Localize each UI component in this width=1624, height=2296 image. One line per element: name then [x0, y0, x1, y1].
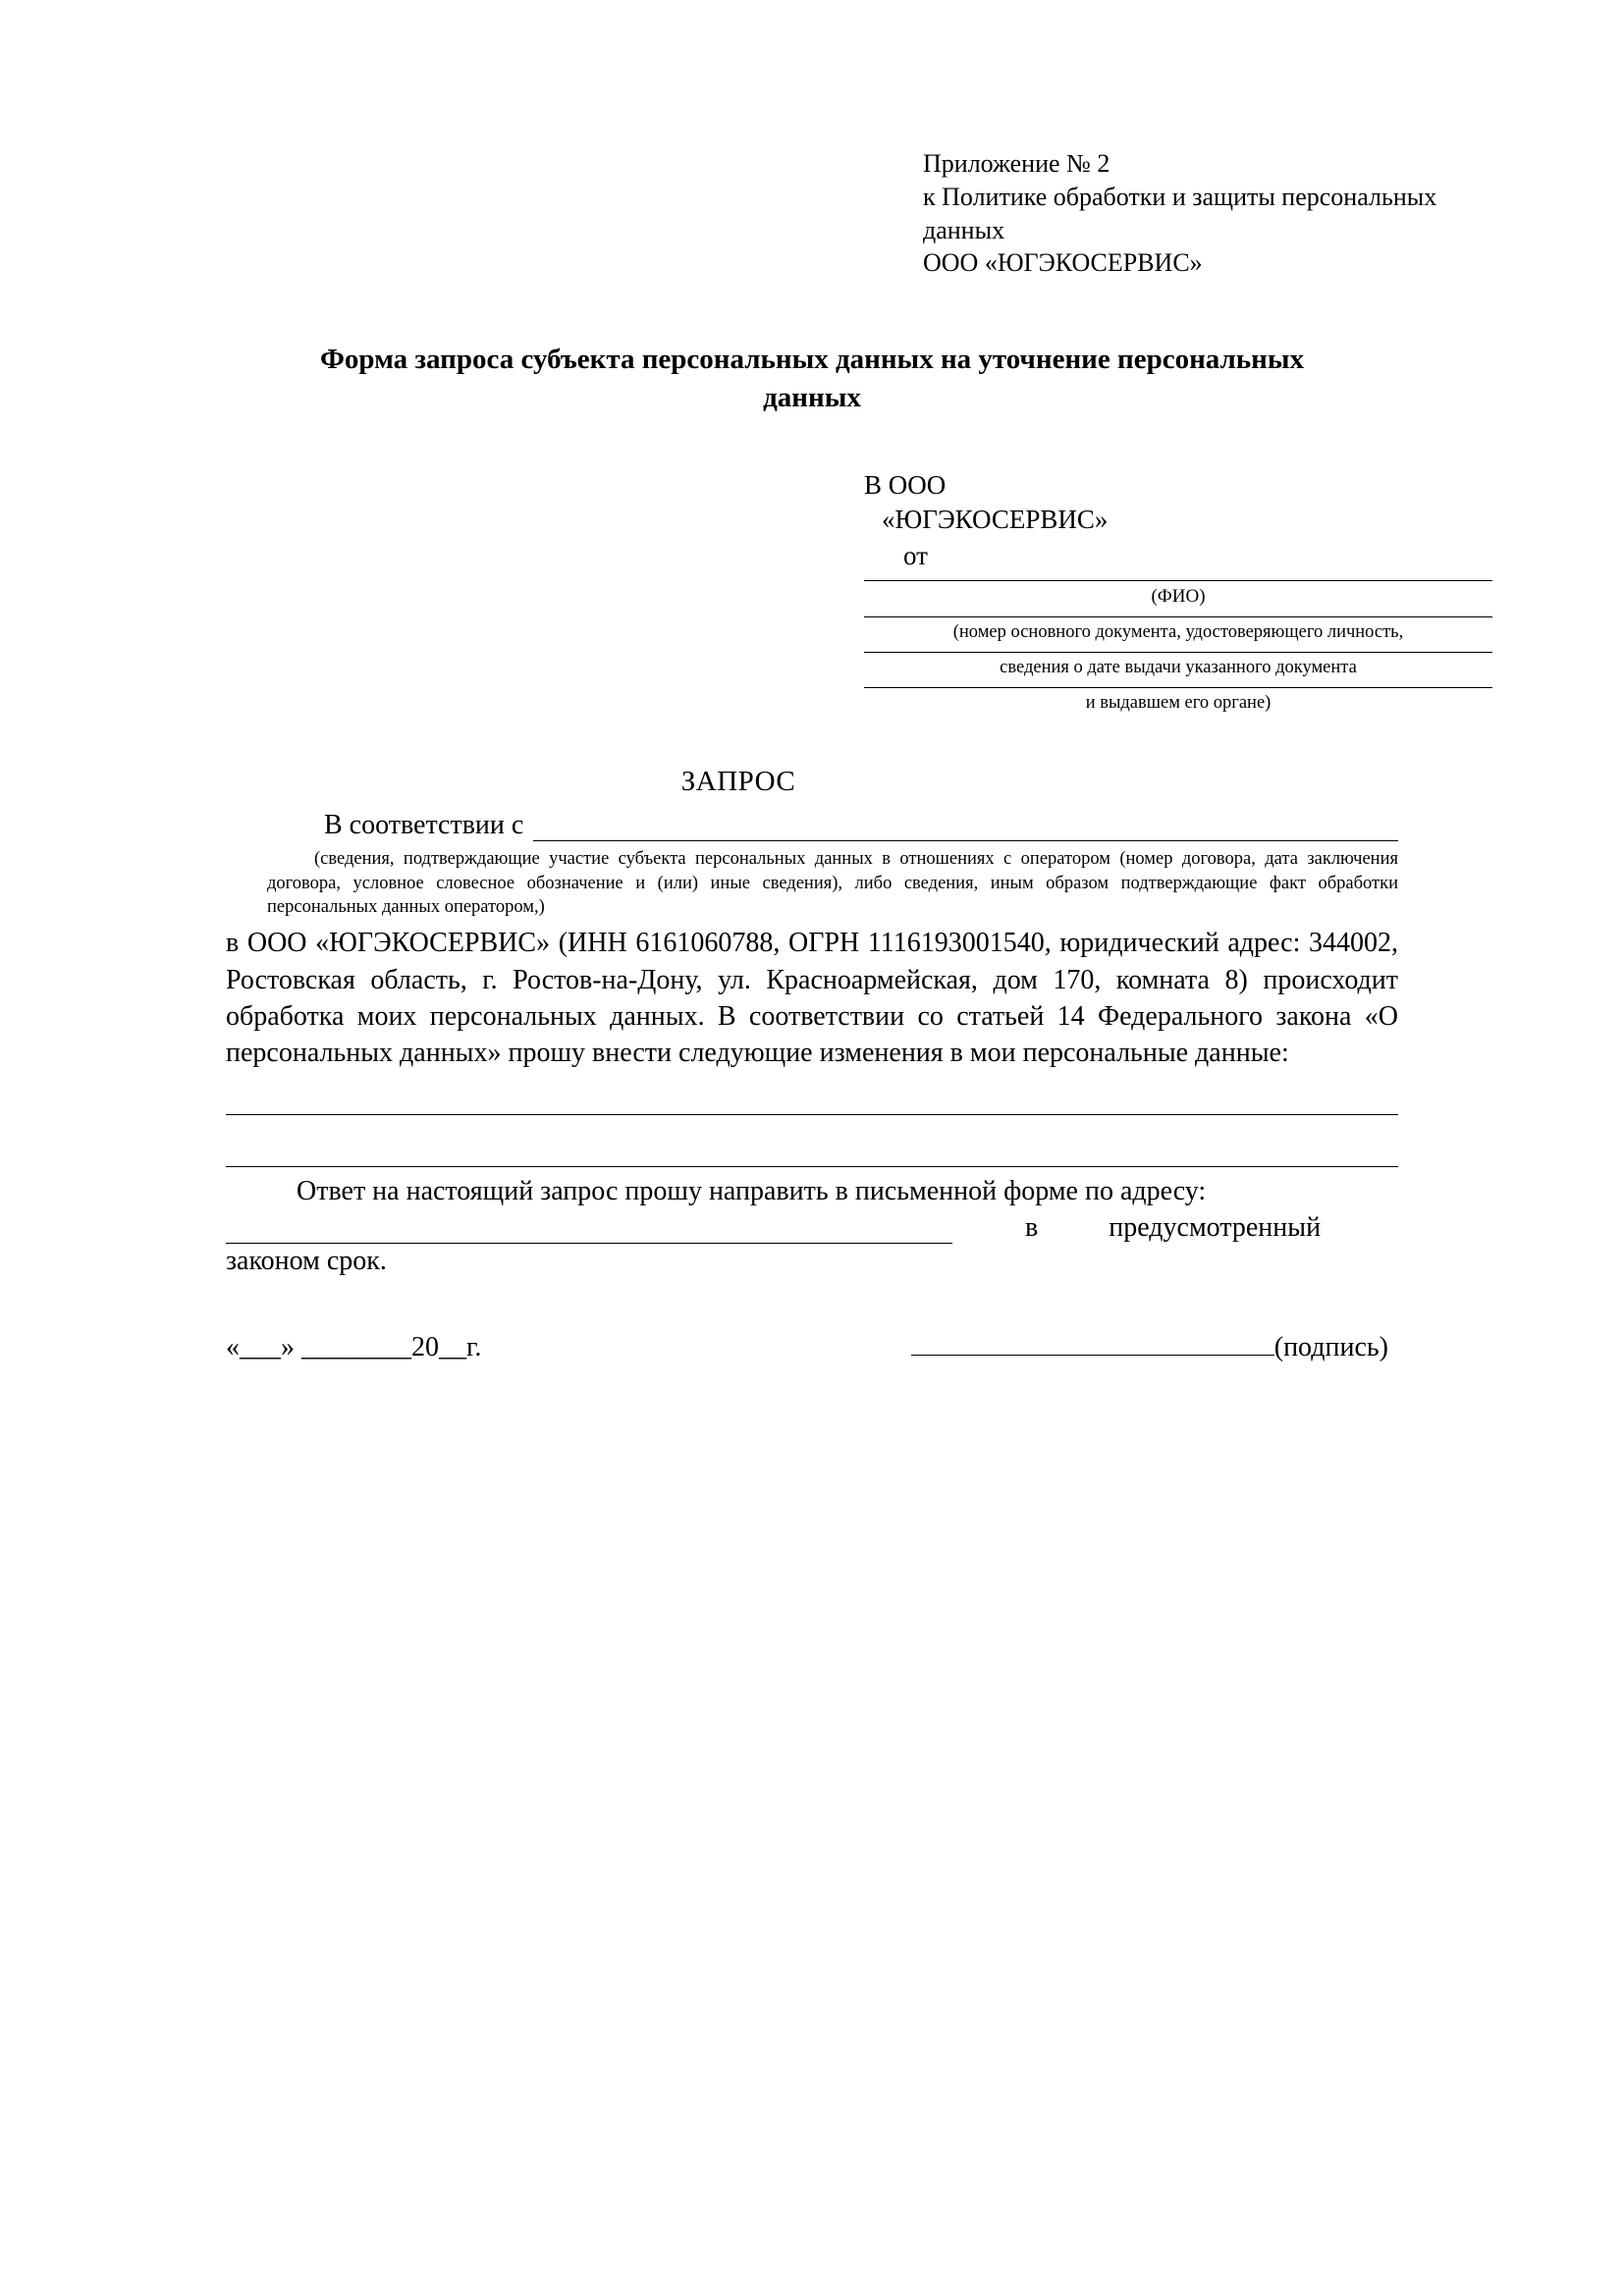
compliance-label: В соответствии с: [324, 810, 524, 841]
appendix-reference-block: [923, 147, 1551, 280]
addressee-line-2: «ЮГЭКОСЕРВИС»: [882, 505, 1109, 535]
document-issuer-caption: и выдавшем его органе): [1085, 693, 1272, 714]
appendix-line-4: ООО «ЮГЭКОСЕРВИС»: [923, 248, 1203, 278]
answer-word-provided: предусмотренный: [1109, 1212, 1322, 1244]
fio-caption: (ФИО): [1151, 586, 1206, 608]
addressee-from-label: от: [903, 540, 928, 570]
fio-input-line[interactable]: [864, 580, 1492, 581]
compliance-input-line[interactable]: [533, 819, 1398, 841]
changes-input-line-1[interactable]: [226, 1114, 1398, 1115]
signature-row: [226, 1332, 1398, 1363]
answer-paragraph: [226, 1173, 1398, 1210]
request-heading: ЗАПРОС: [680, 766, 796, 798]
appendix-line-2: к Политике обработки и защиты персональных: [923, 182, 1437, 211]
changes-input-line-2[interactable]: [226, 1166, 1398, 1167]
answer-address-row: [226, 1212, 1398, 1244]
answer-tail: законом срок.: [226, 1246, 387, 1277]
appendix-line-3: данных: [923, 215, 1005, 244]
document-number-caption: (номер основного документа, удостоверяющего личность,: [952, 621, 1404, 642]
body-paragraph: в ООО «ЮГЭКОСЕРВИС» (ИНН 6161060788, ОГРН 1116193001540, юридический адрес: 344002, Ростовская область, г. Ростов-на-Дону, ул. Красноармейская, дом 170, комната 8) происходит обработка моих персональных данных. В соответствии со статьей 14 Федерального закона «О персональных данных» прошу внести следующие изменения в мои персональные данные:: [226, 928, 1398, 1069]
appendix-line-1: Приложение № 2: [923, 149, 1110, 178]
page-title: Форма запроса субъекта персональных данных на уточнение персональных данных: [320, 344, 1304, 414]
compliance-note-text: (сведения, подтверждающие участие субъекта персональных данных в отношениях с оператором (номер договора, дата заключения договора, условное словесное обозначение и (или) иные сведения), либо сведения, иным образом подтверждающие факт обработки персональных данных оператором,): [267, 849, 1398, 918]
document-number-input-line[interactable]: [864, 616, 1492, 617]
date-field[interactable]: «___» ________20__г.: [226, 1332, 482, 1363]
addressee-line-1: В ООО: [864, 470, 947, 501]
document-date-caption: сведения о дате выдачи указанного документа: [1000, 657, 1357, 677]
answer-address-input-line[interactable]: [226, 1217, 952, 1244]
answer-paragraph-text: Ответ на настоящий запрос прошу направить в письменной форме по адресу:: [297, 1176, 1207, 1207]
signature-caption: (подпись): [1273, 1332, 1388, 1363]
addressee-block: [864, 468, 1492, 715]
compliance-note: [226, 847, 1398, 919]
signature-input-line[interactable]: [911, 1333, 1274, 1356]
document-date-input-line[interactable]: [864, 652, 1492, 653]
signature-field[interactable]: [911, 1332, 1398, 1363]
answer-word-v: в: [1025, 1212, 1039, 1244]
document-issuer-input-line[interactable]: [864, 687, 1492, 688]
compliance-row: [226, 810, 1398, 841]
